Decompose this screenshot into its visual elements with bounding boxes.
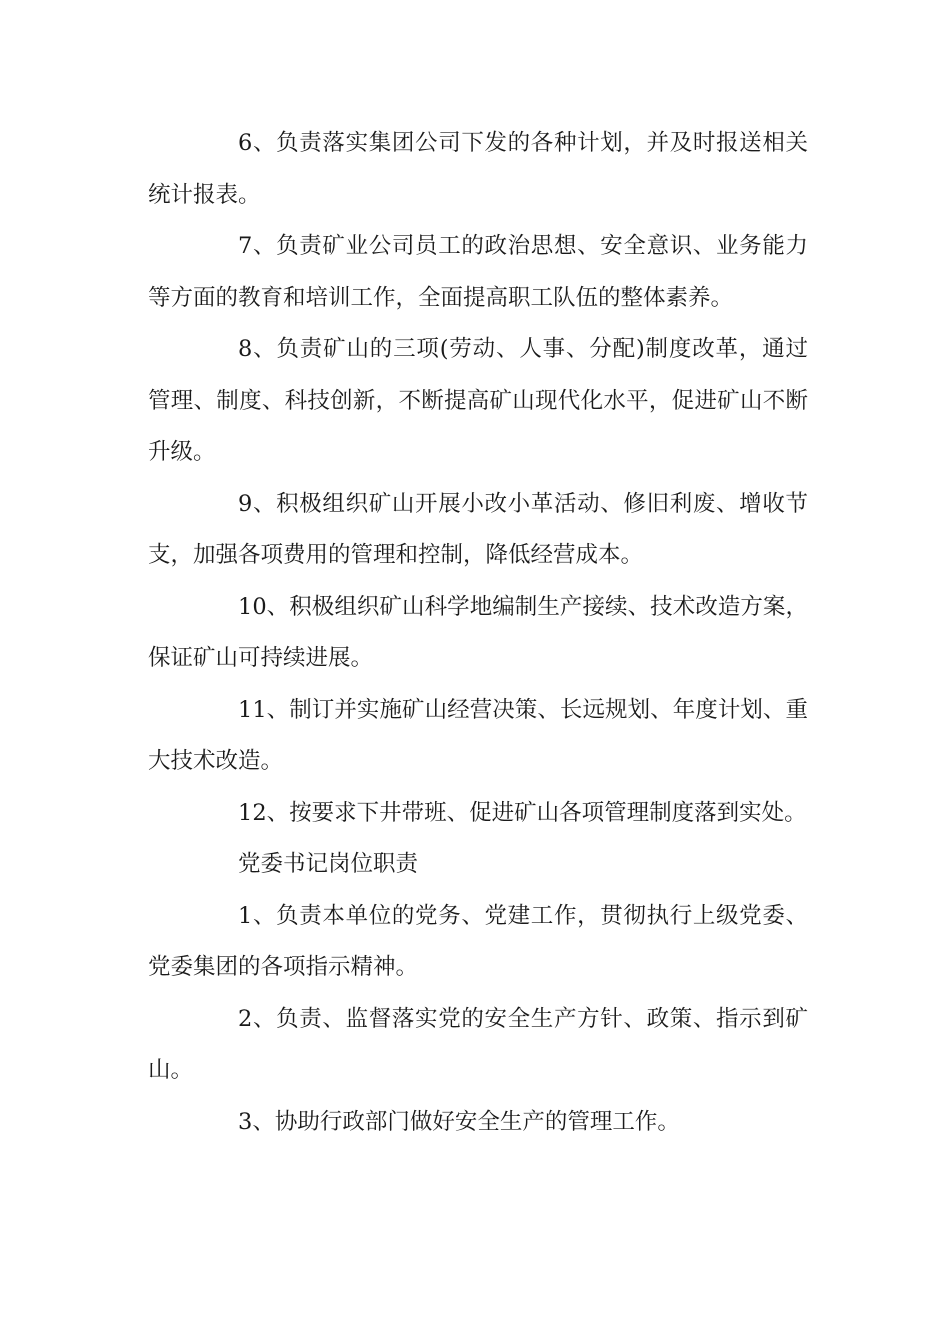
paragraph-item-12: 12、按要求下井带班、促进矿山各项管理制度落到实处。 xyxy=(238,799,807,826)
paragraph-item-3: 3、协助行政部门做好安全生产的管理工作。 xyxy=(238,1108,680,1135)
paragraph-item-10: 10、积极组织矿山科学地编制生产接续、技术改造方案，保证矿山可持续进展。 xyxy=(148,593,808,671)
paragraph-item-6: 6、负责落实集团公司下发的各种计划，并及时报送相关统计报表。 xyxy=(148,130,808,208)
paragraph-item-11: 11、制订并实施矿山经营决策、长远规划、年度计划、重大技术改造。 xyxy=(148,696,808,774)
document-body xyxy=(148,118,808,1148)
paragraph-item-1: 1、负责本单位的党务、党建工作，贯彻执行上级党委、党委集团的各项指示精神。 xyxy=(148,902,808,980)
section-heading: 党委书记岗位职责 xyxy=(238,851,419,877)
paragraph-item-9: 9、积极组织矿山开展小改小革活动、修旧利废、增收节支，加强各项费用的管理和控制，降低经营成本。 xyxy=(148,490,808,568)
paragraph-item-2: 2、负责、监督落实党的安全生产方针、政策、指示到矿山。 xyxy=(148,1005,808,1083)
paragraph-item-8: 8、负责矿山的三项(劳动、人事、分配)制度改革，通过管理、制度、科技创新，不断提高矿山现代化水平，促进矿山不断升级。 xyxy=(148,336,808,465)
paragraph-item-7: 7、负责矿业公司员工的政治思想、安全意识、业务能力等方面的教育和培训工作，全面提高职工队伍的整体素养。 xyxy=(148,233,808,311)
